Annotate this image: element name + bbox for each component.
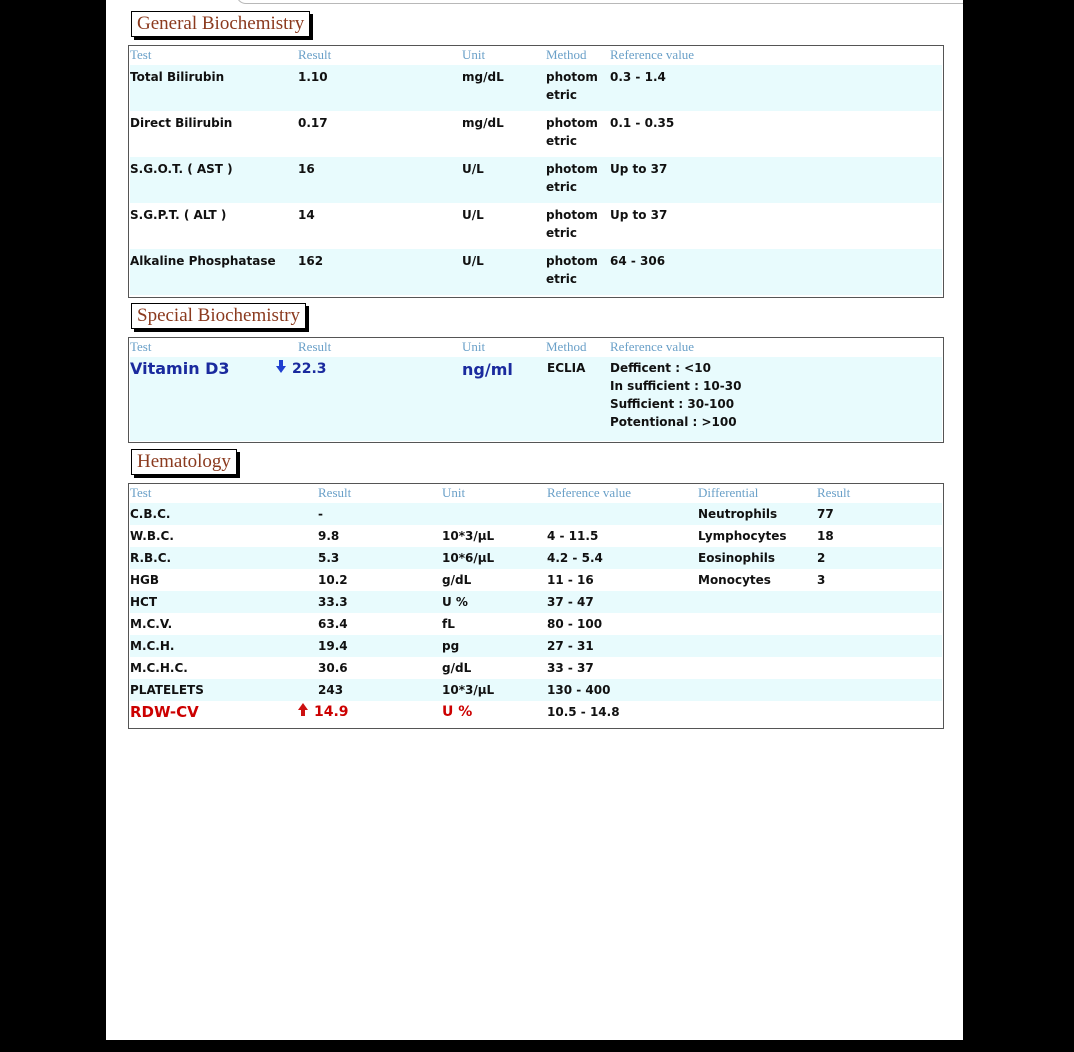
- report-page: [106, 0, 963, 1040]
- test-name: M.C.H.C.: [130, 661, 188, 675]
- unit: U %: [442, 595, 468, 609]
- reference-line-2: In sufficient : 10-30: [610, 379, 742, 393]
- result-value: 63.4: [318, 617, 348, 631]
- header-method: Method: [546, 339, 587, 354]
- unit: mg/dL: [462, 116, 504, 130]
- result-value: 33.3: [318, 595, 348, 609]
- differential-value: 18: [817, 529, 834, 543]
- special-biochemistry-table: [128, 337, 944, 443]
- table-row: [130, 569, 942, 591]
- test-name: HGB: [130, 573, 160, 587]
- arrow-down-icon: [276, 360, 286, 374]
- result-value: 30.6: [318, 661, 348, 675]
- test-name: Total Bilirubin: [130, 70, 225, 84]
- header-test: Test: [130, 47, 152, 62]
- differential-value: 3: [817, 573, 826, 587]
- reference-value: 0.1 - 0.35: [610, 116, 675, 130]
- result-value: 14.9: [298, 703, 349, 721]
- section-title-hematology: Hematology: [131, 449, 237, 475]
- hematology-table: [128, 483, 944, 729]
- unit: ng/ml: [462, 360, 513, 379]
- differential-value: 2: [817, 551, 826, 565]
- table-row: [130, 111, 942, 157]
- test-name: R.B.C.: [130, 551, 172, 565]
- table-row: [130, 203, 942, 249]
- reference-value: 37 - 47: [547, 595, 594, 609]
- table-row: [130, 635, 942, 657]
- test-name: S.G.O.T. ( AST ): [130, 162, 233, 176]
- table-row: [130, 591, 942, 613]
- general-biochemistry-table: [128, 45, 944, 298]
- result-value: 10.2: [318, 573, 348, 587]
- reference-value: 10.5 - 14.8: [547, 705, 620, 719]
- method: ECLIA: [547, 361, 586, 375]
- result-value: 14: [298, 208, 315, 222]
- table-row: [130, 65, 942, 111]
- method: photometric: [546, 162, 598, 194]
- header-result: Result: [298, 339, 332, 354]
- reference-line-1: Defficent : <10: [610, 361, 711, 375]
- differential-value: 77: [817, 507, 834, 521]
- test-name: RDW-CV: [130, 703, 199, 721]
- header-unit: Unit: [462, 47, 486, 62]
- test-name: M.C.V.: [130, 617, 173, 631]
- header-test: Test: [130, 485, 152, 500]
- result-value: 22.3: [276, 360, 327, 378]
- header-differential: Differential: [698, 485, 759, 500]
- test-name: S.G.P.T. ( ALT ): [130, 208, 227, 222]
- method: photometric: [546, 70, 598, 102]
- method: photometric: [546, 116, 598, 148]
- header-result: Result: [318, 485, 352, 500]
- header-diff-result: Result: [817, 485, 851, 500]
- table-row: [130, 357, 942, 441]
- reference-value: 4.2 - 5.4: [547, 551, 603, 565]
- section-title-general: General Biochemistry: [131, 11, 310, 37]
- reference-value: Up to 37: [610, 208, 668, 222]
- reference-line-3: Sufficient : 30-100: [610, 397, 735, 411]
- header-method: Method: [546, 47, 587, 62]
- reference-value: Up to 37: [610, 162, 668, 176]
- differential-name: Lymphocytes: [698, 529, 787, 543]
- result-value: 9.8: [318, 529, 340, 543]
- table-row: [130, 525, 942, 547]
- reference-value: 4 - 11.5: [547, 529, 599, 543]
- header-reference: Reference value: [547, 485, 632, 500]
- table-row: [130, 249, 942, 295]
- reference-value: 0.3 - 1.4: [610, 70, 666, 84]
- unit: U/L: [462, 162, 484, 176]
- test-name: W.B.C.: [130, 529, 174, 543]
- table-row: [130, 657, 942, 679]
- table-row: [130, 157, 942, 203]
- reference-value: 33 - 37: [547, 661, 594, 675]
- test-name: HCT: [130, 595, 158, 609]
- table-row: [130, 547, 942, 569]
- unit: 10*3/µL: [442, 683, 495, 697]
- unit: U/L: [462, 254, 484, 268]
- test-name: PLATELETS: [130, 683, 204, 697]
- unit: g/dL: [442, 661, 472, 675]
- test-name: Vitamin D3: [130, 359, 230, 378]
- unit: 10*6/µL: [442, 551, 495, 565]
- table-row: [130, 701, 942, 723]
- unit: pg: [442, 639, 460, 653]
- test-name: Direct Bilirubin: [130, 116, 233, 130]
- header-test: Test: [130, 339, 152, 354]
- arrow-up-icon: [298, 703, 308, 717]
- differential-name: Monocytes: [698, 573, 771, 587]
- unit: U/L: [462, 208, 484, 222]
- table-row: [130, 613, 942, 635]
- reference-value: 11 - 16: [547, 573, 594, 587]
- test-name: M.C.H.: [130, 639, 175, 653]
- method: photometric: [546, 208, 598, 240]
- header-unit: Unit: [462, 339, 486, 354]
- unit: fL: [442, 617, 455, 631]
- top-divider: [236, 0, 963, 4]
- reference-value: 130 - 400: [547, 683, 611, 697]
- test-name: Alkaline Phosphatase: [130, 254, 276, 268]
- result-value: 0.17: [298, 116, 328, 130]
- result-value: 1.10: [298, 70, 328, 84]
- result-value: 19.4: [318, 639, 348, 653]
- reference-value: 64 - 306: [610, 254, 666, 268]
- reference-line-4: Potentional : >100: [610, 415, 737, 429]
- header-reference: Reference value: [610, 339, 695, 354]
- unit: g/dL: [442, 573, 472, 587]
- reference-value: 80 - 100: [547, 617, 603, 631]
- result-value: 16: [298, 162, 315, 176]
- method: photometric: [546, 254, 598, 286]
- result-value: 162: [298, 254, 324, 268]
- table-row: [130, 503, 942, 525]
- section-title-special: Special Biochemistry: [131, 303, 306, 329]
- differential-name: Neutrophils: [698, 507, 778, 521]
- result-value: 5.3: [318, 551, 340, 565]
- header-result: Result: [298, 47, 332, 62]
- result-value: 243: [318, 683, 344, 697]
- unit: 10*3/µL: [442, 529, 495, 543]
- reference-value: 27 - 31: [547, 639, 594, 653]
- test-name: C.B.C.: [130, 507, 171, 521]
- header-unit: Unit: [442, 485, 466, 500]
- result-value: -: [318, 507, 323, 521]
- unit: mg/dL: [462, 70, 504, 84]
- unit: U %: [442, 704, 473, 720]
- table-row: [130, 679, 942, 701]
- header-reference: Reference value: [610, 47, 695, 62]
- differential-name: Eosinophils: [698, 551, 775, 565]
